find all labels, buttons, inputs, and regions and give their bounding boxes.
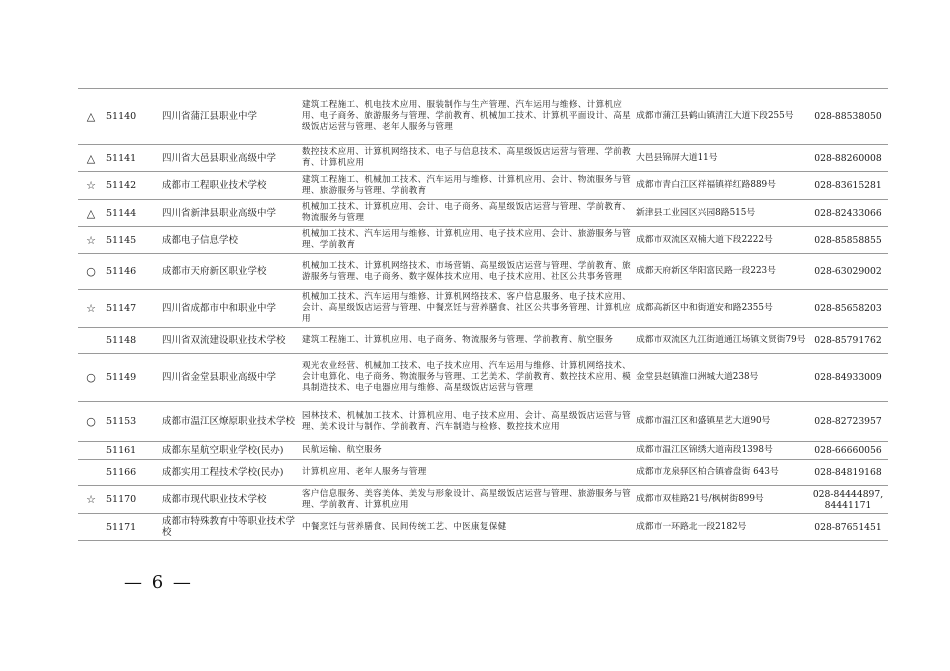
majors-list: 建筑工程施工、机电技术应用、服装制作与生产管理、汽车运用与维修、计算机应用、电子商务、旅游服务与管理、学前教育、机械加工技术、计算机平面设计、高星级饭店运营与管理、老年人服务与管理	[300, 89, 634, 145]
school-address: 成都市蒲江县鹤山镇清江大道下段255号	[634, 89, 808, 145]
school-address: 大邑县锦屏大道11号	[634, 145, 808, 172]
table-row	[78, 514, 888, 541]
school-code: 51146	[104, 254, 160, 290]
table-row	[78, 227, 888, 254]
school-address: 成都市青白江区祥福镇祥红路889号	[634, 172, 808, 200]
school-name: 四川省新津县职业高级中学	[160, 200, 300, 227]
school-code: 51145	[104, 227, 160, 254]
school-phone: 028-63029002	[808, 254, 888, 290]
majors-list: 机械加工技术、汽车运用与维修、计算机应用、电子技术应用、会计、旅游服务与管理、学前教育	[300, 227, 634, 254]
school-name: 四川省金堂县职业高级中学	[160, 354, 300, 402]
school-code: 51144	[104, 200, 160, 227]
school-address: 成都市温江区锦绣大道南段1398号	[634, 442, 808, 460]
majors-list: 机械加工技术、计算机网络技术、市场营销、高星级饭店运营与管理、学前教育、旅游服务与管理、电子商务、数字媒体技术应用、电子技术应用、社区公共事务管理	[300, 254, 634, 290]
school-name: 成都市特殊教育中等职业技术学校	[160, 514, 300, 541]
school-phone: 028-82433066	[808, 200, 888, 227]
school-code: 51161	[104, 442, 160, 460]
table-row	[78, 486, 888, 514]
school-address: 成都市双流区双楠大道下段2222号	[634, 227, 808, 254]
school-address: 成都市一环路北一段2182号	[634, 514, 808, 541]
row-mark	[78, 514, 104, 541]
school-phone: 028-66660056	[808, 442, 888, 460]
majors-list: 中餐烹饪与营养膳食、民间传统工艺、中医康复保健	[300, 514, 634, 541]
school-address: 金堂县赵镇淮口洲城大道238号	[634, 354, 808, 402]
school-phone: 028-85791762	[808, 328, 888, 354]
school-phone: 028-84819168	[808, 460, 888, 486]
school-name: 成都市现代职业技术学校	[160, 486, 300, 514]
page-number: — 6 —	[124, 572, 193, 593]
row-mark: △	[78, 145, 104, 172]
school-address: 新津县工业园区兴园8路515号	[634, 200, 808, 227]
table-row	[78, 290, 888, 328]
school-table	[78, 88, 888, 541]
row-mark: ☆	[78, 290, 104, 328]
majors-list: 观光农业经营、机械加工技术、电子技术应用、汽车运用与维修、计算机网络技术、会计电算化、电子商务、物流服务与管理、工艺美术、学前教育、数控技术应用、模具制造技术、电子电器应用与维修、高星级饭店运营与管理	[300, 354, 634, 402]
table-row	[78, 328, 888, 354]
table-row	[78, 89, 888, 145]
school-name: 四川省蒲江县职业中学	[160, 89, 300, 145]
school-code: 51149	[104, 354, 160, 402]
school-name: 四川省大邑县职业高级中学	[160, 145, 300, 172]
school-phone: 028-88260008	[808, 145, 888, 172]
majors-list: 计算机应用、老年人服务与管理	[300, 460, 634, 486]
school-code: 51140	[104, 89, 160, 145]
school-name: 成都市工程职业技术学校	[160, 172, 300, 200]
table-row	[78, 354, 888, 402]
table-row	[78, 145, 888, 172]
row-mark	[78, 442, 104, 460]
row-mark	[78, 460, 104, 486]
school-address: 成都市双流区九江街道通江场镇文贤街79号	[634, 328, 808, 354]
school-table-body	[78, 89, 888, 541]
majors-list: 建筑工程施工、计算机应用、电子商务、物流服务与管理、学前教育、航空服务	[300, 328, 634, 354]
row-mark: ○	[78, 254, 104, 290]
school-name: 成都市温江区燎原职业技术学校	[160, 402, 300, 442]
table-row	[78, 254, 888, 290]
table-row	[78, 200, 888, 227]
school-name: 成都实用工程技术学校(民办)	[160, 460, 300, 486]
row-mark: △	[78, 89, 104, 145]
row-mark: ○	[78, 402, 104, 442]
majors-list: 机械加工技术、计算机应用、会计、电子商务、高星级饭店运营与管理、学前教育、物流服务与管理	[300, 200, 634, 227]
school-code: 51153	[104, 402, 160, 442]
row-mark: △	[78, 200, 104, 227]
majors-list: 数控技术应用、计算机网络技术、电子与信息技术、高星级饭店运营与管理、学前教育、计算机应用	[300, 145, 634, 172]
school-phone: 028-84444897, 84441171	[808, 486, 888, 514]
school-code: 51142	[104, 172, 160, 200]
row-mark: ☆	[78, 172, 104, 200]
row-mark	[78, 328, 104, 354]
school-phone: 028-83615281	[808, 172, 888, 200]
school-phone: 028-87651451	[808, 514, 888, 541]
school-address: 成都市温江区和盛镇星艺大道90号	[634, 402, 808, 442]
school-address: 成都市龙泉驿区柏合镇睿盘街 643号	[634, 460, 808, 486]
school-phone: 028-88538050	[808, 89, 888, 145]
school-code: 51141	[104, 145, 160, 172]
school-phone: 028-84933009	[808, 354, 888, 402]
majors-list: 建筑工程施工、机械加工技术、汽车运用与维修、计算机应用、会计、物流服务与管理、旅游服务与管理、学前教育	[300, 172, 634, 200]
table-row	[78, 460, 888, 486]
row-mark: ○	[78, 354, 104, 402]
school-phone: 028-85858855	[808, 227, 888, 254]
school-code: 51171	[104, 514, 160, 541]
majors-list: 机械加工技术、汽车运用与维修、计算机网络技术、客户信息服务、电子技术应用、会计、高星级饭店运营与管理、中餐烹饪与营养膳食、社区公共事务管理、计算机应用	[300, 290, 634, 328]
row-mark: ☆	[78, 227, 104, 254]
school-address: 成都天府新区华阳富民路一段223号	[634, 254, 808, 290]
school-name: 成都市天府新区职业学校	[160, 254, 300, 290]
school-address: 成都高新区中和街道安和路2355号	[634, 290, 808, 328]
majors-list: 民航运输、航空服务	[300, 442, 634, 460]
majors-list: 客户信息服务、美容美体、美发与形象设计、高星级饭店运营与管理、旅游服务与管理、学前教育、计算机应用	[300, 486, 634, 514]
majors-list: 园林技术、机械加工技术、计算机应用、电子技术应用、会计、高星级饭店运营与管理、美术设计与制作、学前教育、汽车制造与检修、数控技术应用	[300, 402, 634, 442]
table-row	[78, 442, 888, 460]
table-row	[78, 402, 888, 442]
table-row	[78, 172, 888, 200]
school-code: 51147	[104, 290, 160, 328]
school-code: 51166	[104, 460, 160, 486]
school-phone: 028-82723957	[808, 402, 888, 442]
school-code: 51148	[104, 328, 160, 354]
row-mark: ☆	[78, 486, 104, 514]
school-name: 四川省成都市中和职业中学	[160, 290, 300, 328]
school-address: 成都市双桂路21号/枫树街899号	[634, 486, 808, 514]
school-name: 成都东星航空职业学校(民办)	[160, 442, 300, 460]
school-name: 四川省双流建设职业技术学校	[160, 328, 300, 354]
school-code: 51170	[104, 486, 160, 514]
school-phone: 028-85658203	[808, 290, 888, 328]
school-name: 成都电子信息学校	[160, 227, 300, 254]
